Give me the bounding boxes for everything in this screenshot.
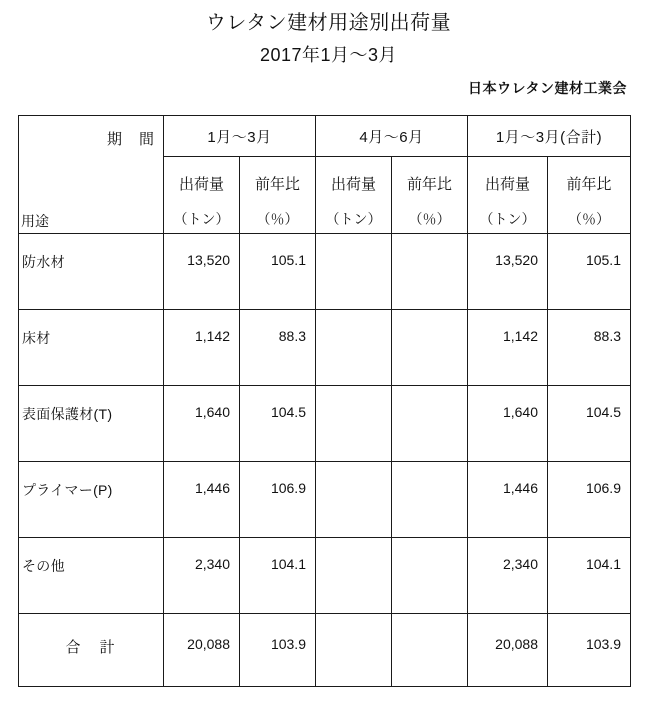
group-header-total: 1月～3月(合計) [468,116,631,157]
total-cell-q2-shipment [316,614,392,687]
cell-value: 106.9 [585,480,621,496]
cell-value: 1,446 [194,480,230,496]
cell-q2-yoy [392,234,468,310]
row-use-text: 表面保護材(T) [22,406,113,422]
sub-header-title: 前年比 [254,176,300,193]
cell-total-shipment [468,386,548,462]
row-use-text: その他 [22,558,65,574]
sub-header-unit: （％） [256,211,299,227]
sub-header-title: 出荷量 [330,176,376,193]
cell-total-yoy [548,462,631,538]
cell-value: 1,640 [194,404,230,420]
group-header-q1: 1月～3月 [164,116,316,157]
cell-q1-shipment [164,386,240,462]
row-use-cell [19,310,164,386]
group-header-row [19,116,631,157]
total-row-label-cell [19,614,164,687]
sub-header-unit: （トン） [479,211,536,227]
cell-q2-yoy [392,386,468,462]
cell-total-yoy [548,386,631,462]
cell-value: 1,446 [502,480,538,496]
sub-header-title: 前年比 [406,176,452,193]
cell-value: 2,340 [502,556,538,572]
sub-header-q2-shipment [316,157,392,234]
row-use-text: プライマー(P) [22,482,113,498]
cell-q1-yoy [240,462,316,538]
total-cell-q1-shipment [164,614,240,687]
shipment-table [18,115,631,687]
cell-value: 2,340 [194,556,230,572]
cell-value: 105.1 [270,252,306,268]
cell-q2-shipment [316,538,392,614]
cell-value: 13,520 [187,252,230,268]
cell-value: 104.5 [585,404,621,420]
sub-header-total-yoy [548,157,631,234]
sub-header-unit: （％） [408,211,451,227]
cell-q1-shipment [164,234,240,310]
table-total-row [19,614,631,687]
table-row [19,538,631,614]
cell-value: 103.9 [585,636,621,652]
cell-q2-yoy [392,538,468,614]
row-use-cell [19,234,164,310]
page-subtitle: 2017年1月～3月 [259,45,398,65]
cell-total-shipment [468,310,548,386]
sub-header-unit: （トン） [325,211,382,227]
cell-total-shipment [468,538,548,614]
page-title: ウレタン建材用途別出荷量 [205,12,452,34]
total-row-label: 合 計 [65,639,117,656]
total-cell-q1-yoy [240,614,316,687]
total-cell-total-yoy [548,614,631,687]
total-cell-total-shipment [468,614,548,687]
cell-total-yoy [548,234,631,310]
sub-header-q2-yoy [392,157,468,234]
cell-q1-yoy [240,538,316,614]
table-row [19,310,631,386]
document-header [0,8,657,69]
cell-value: 88.3 [278,328,306,344]
cell-value: 1,142 [194,328,230,344]
cell-q2-shipment [316,310,392,386]
header-period-label: 期 間 [106,131,155,148]
cell-q2-yoy [392,462,468,538]
group-header-q2: 4月～6月 [316,116,468,157]
sub-header-title: 前年比 [566,176,612,193]
total-cell-q2-yoy [392,614,468,687]
cell-total-yoy [548,310,631,386]
organization-name: 日本ウレタン建材工業会 [468,80,627,96]
cell-value: 104.1 [270,556,306,572]
row-use-text: 床材 [22,330,51,346]
cell-value: 106.9 [270,480,306,496]
cell-q1-shipment [164,462,240,538]
sub-header-unit: （％） [568,211,610,227]
cell-value: 105.1 [585,252,621,268]
cell-q1-shipment [164,538,240,614]
cell-value: 20,088 [495,636,538,652]
header-use-label: 用途 [21,213,49,229]
row-use-cell [19,462,164,538]
table-row [19,462,631,538]
row-use-cell [19,386,164,462]
cell-q2-shipment [316,234,392,310]
table-row [19,234,631,310]
table-row [19,386,631,462]
cell-q1-yoy [240,386,316,462]
cell-q1-yoy [240,234,316,310]
sub-header-unit: （トン） [173,211,230,227]
cell-value: 20,088 [187,636,230,652]
cell-q2-shipment [316,462,392,538]
row-use-cell [19,538,164,614]
cell-value: 103.9 [270,636,306,652]
cell-value: 104.1 [585,556,621,572]
cell-q1-shipment [164,310,240,386]
cell-q1-yoy [240,310,316,386]
cell-value: 1,640 [502,404,538,420]
table-body [19,234,631,687]
cell-value: 1,142 [502,328,538,344]
cell-total-shipment [468,234,548,310]
cell-q2-shipment [316,386,392,462]
shipment-table-container [18,115,630,687]
cell-value: 88.3 [593,328,621,344]
sub-header-total-shipment [468,157,548,234]
table-head [19,116,631,234]
sub-header-title: 出荷量 [484,176,530,193]
header-corner-cell [19,116,164,234]
cell-value: 13,520 [495,252,538,268]
sub-header-q1-yoy [240,157,316,234]
sub-header-title: 出荷量 [178,176,224,193]
cell-q2-yoy [392,310,468,386]
sub-header-q1-shipment [164,157,240,234]
cell-total-shipment [468,462,548,538]
row-use-text: 防水材 [22,254,65,270]
cell-value: 104.5 [270,404,306,420]
cell-total-yoy [548,538,631,614]
